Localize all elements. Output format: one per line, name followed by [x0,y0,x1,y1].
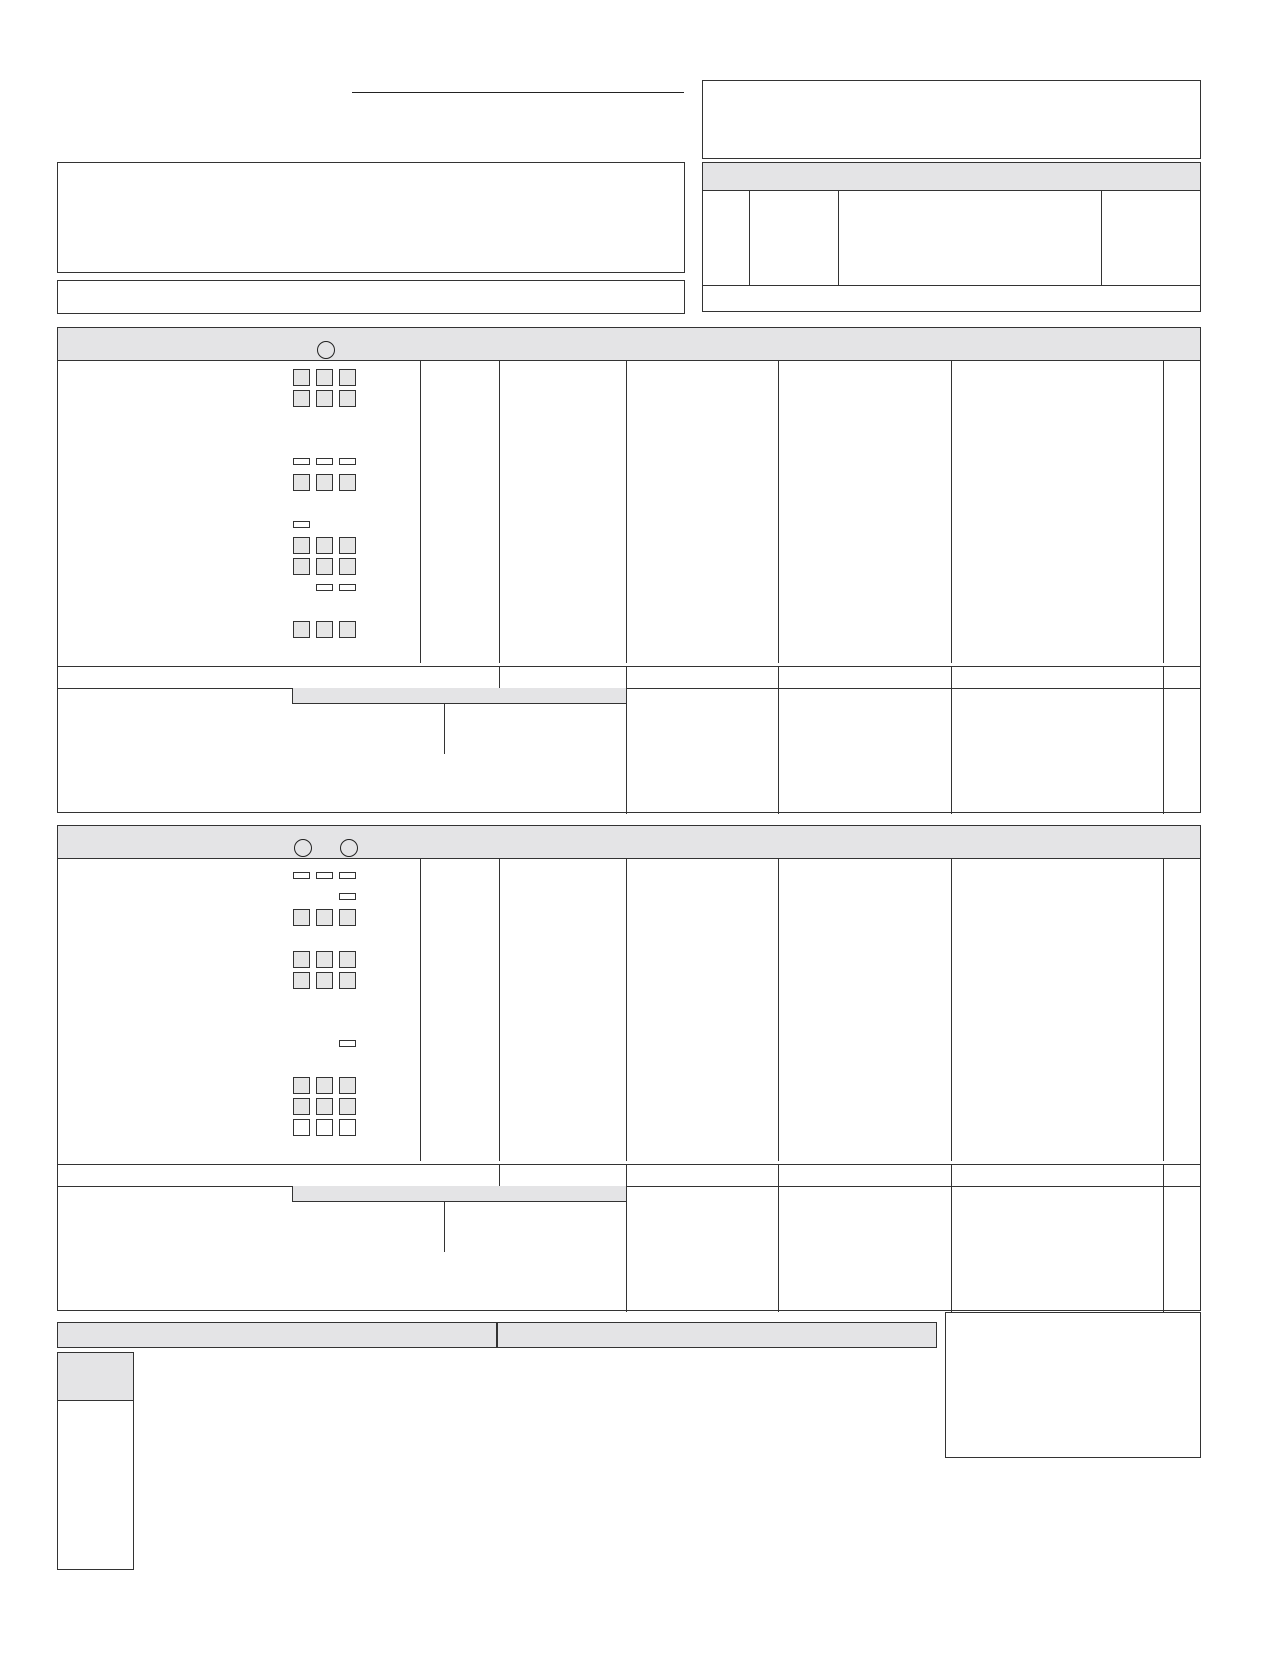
starting-position-box [339,909,356,926]
substitute-icon [339,458,356,465]
starting-position-box [339,1098,356,1115]
starting-position-box [316,1119,333,1136]
scoreboard [702,80,1201,159]
player-row [58,1055,1200,1076]
column-divider [444,704,445,754]
starting-position-box [316,909,333,926]
player-row [58,389,1200,410]
summary-home-team [57,1322,497,1348]
starting-position-box [316,369,333,386]
starting-position-box [316,951,333,968]
starting-position-box [339,558,356,575]
starting-position-box [293,369,310,386]
home-team-stats [57,327,1201,813]
sets-table [702,162,1201,312]
totals-row [58,666,1200,688]
sets-table-header [703,163,1200,191]
player-row [58,452,1200,473]
column-divider [951,1164,952,1186]
column-divider [1163,1164,1164,1186]
starting-position-box [339,1077,356,1094]
starting-position-box [316,474,333,491]
referees [57,280,685,314]
column-divider [499,1164,500,1186]
player-row [58,1013,1200,1034]
starting-position-box [339,621,356,638]
column-divider [1163,688,1164,814]
points-by-type-header [292,1186,626,1202]
starting-position-box [293,474,310,491]
title-divider [352,92,684,93]
away-team-stats [57,825,1201,1311]
first-serve-circle-icon [340,839,358,861]
player-row [58,908,1200,929]
substitute-icon [293,521,310,528]
starting-position-box [339,537,356,554]
player-row [58,1118,1200,1139]
team-header [58,826,1200,859]
starting-position-box [293,558,310,575]
starting-position-box [293,621,310,638]
player-row [58,641,1200,662]
player-row [58,950,1200,971]
starting-position-box [293,972,310,989]
set-number [340,839,358,857]
sets-total-row [703,285,1200,311]
substitute-icon [339,872,356,879]
set-number [294,839,312,857]
column-divider [951,688,952,814]
starting-position-box [316,537,333,554]
column-divider [778,688,779,814]
column-divider [444,1202,445,1252]
starting-position-box [293,909,310,926]
player-row [58,578,1200,599]
starting-position-box [293,390,310,407]
substitute-icon [339,1040,356,1047]
starting-position-box [339,474,356,491]
rotation-header [58,1353,133,1401]
player-row [58,515,1200,536]
rotation-box [57,1352,134,1570]
starting-position-box [316,621,333,638]
starting-position-box [293,537,310,554]
first-serve-circle-icon [294,839,312,861]
column-divider [626,688,627,814]
column-divider [778,666,779,688]
column-divider [778,1164,779,1186]
starting-position-box [339,390,356,407]
player-row [58,431,1200,452]
set-number [317,341,335,359]
player-row [58,1076,1200,1097]
team-header [58,328,1200,361]
starting-position-box [339,951,356,968]
column-divider [626,1164,627,1186]
match-info [57,162,685,273]
starting-position-box [339,369,356,386]
player-row [58,473,1200,494]
column-divider [1163,666,1164,688]
player-row [58,494,1200,515]
starting-position-box [316,390,333,407]
column-divider [626,1186,627,1312]
player-row [58,971,1200,992]
column-divider [626,666,627,688]
substitute-icon [339,893,356,900]
player-row [58,368,1200,389]
starting-position-box [293,951,310,968]
player-row [58,992,1200,1013]
player-row [58,410,1200,431]
column-divider [499,666,500,688]
player-row [58,866,1200,887]
totals-divider [58,1186,1200,1187]
starting-position-box [316,558,333,575]
starting-position-box [339,972,356,989]
player-row [58,1034,1200,1055]
starting-position-box [339,1119,356,1136]
starting-position-box [293,1098,310,1115]
first-serve-circle-icon [317,341,335,363]
player-row [58,929,1200,950]
divider [838,191,839,285]
player-row [58,1139,1200,1160]
substitute-icon [293,872,310,879]
divider [1101,191,1102,285]
divider [749,191,750,285]
substitute-icon [293,458,310,465]
column-divider [951,1186,952,1312]
column-divider [1163,1186,1164,1312]
player-row [58,557,1200,578]
points-by-type-header [292,688,626,704]
starting-position-box [316,972,333,989]
starting-position-box [316,1098,333,1115]
player-row [58,887,1200,908]
column-divider [951,666,952,688]
column-divider [778,1186,779,1312]
legend [945,1312,1201,1458]
starting-position-box [293,1119,310,1136]
starting-position-box [293,1077,310,1094]
substitute-icon [316,458,333,465]
substitute-icon [316,872,333,879]
substitute-icon [339,584,356,591]
totals-divider [58,688,1200,689]
player-row [58,599,1200,620]
player-row [58,620,1200,641]
player-row [58,1097,1200,1118]
substitute-icon [316,584,333,591]
totals-row [58,1164,1200,1186]
starting-position-box [316,1077,333,1094]
summary-away-team [497,1322,937,1348]
player-row [58,536,1200,557]
